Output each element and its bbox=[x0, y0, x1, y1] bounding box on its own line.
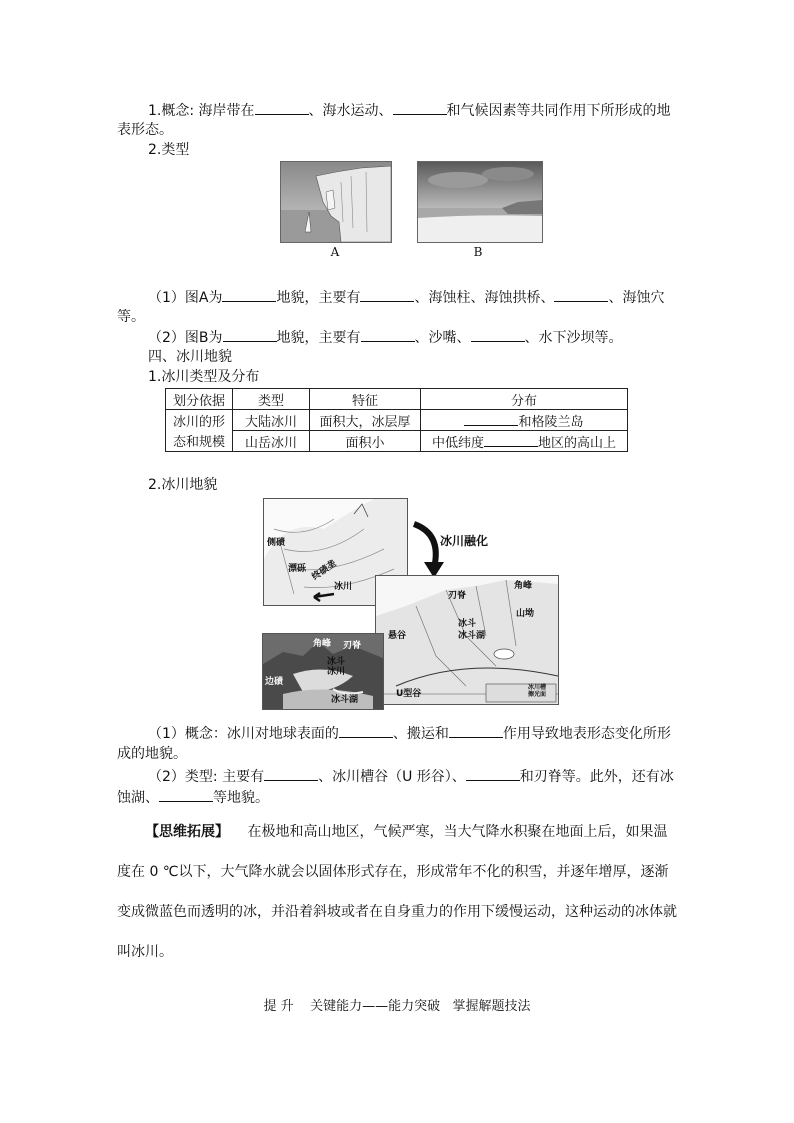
blank bbox=[361, 327, 415, 342]
coast-question-1-cont: 等。 bbox=[117, 309, 145, 325]
glacier-table bbox=[165, 388, 628, 452]
glacier-question-2: （2）类型: 主要有 、冰川槽谷（U 形谷）、 和刃脊等。此外，还有冰 bbox=[148, 766, 674, 787]
glacier-photo bbox=[262, 633, 384, 710]
photo-label-cirque-lake: 冰斗湖 bbox=[331, 695, 359, 705]
table-header-row bbox=[166, 389, 628, 410]
blank bbox=[471, 327, 525, 342]
blank bbox=[222, 287, 276, 302]
photo-label-glacier: 冰川 bbox=[327, 667, 346, 677]
blank bbox=[255, 100, 309, 115]
photo-a-sea-cliff bbox=[280, 161, 392, 243]
blank bbox=[159, 787, 213, 802]
label-lateral-moraine: 侧碛 bbox=[267, 538, 286, 548]
header-cell: 划分依据 bbox=[166, 389, 233, 410]
extension-text: 在极地和高山地区，气候严寒，当大气降水积聚在地面上后，如果温度在 0 ℃以下，大气降水就会以固体形式存在，形成常年不化的积雪，并逐年增厚，逐渐变成微蓝色而透明的冰，并沿着斜坡或者在自身重力的作用下缓慢运动，这种运动的冰体就叫冰川。 bbox=[117, 824, 677, 960]
blank bbox=[223, 327, 277, 342]
glacier-question-2-cont: 蚀湖、 等地貌。 bbox=[117, 787, 269, 808]
blank bbox=[484, 432, 538, 447]
photo-label-horn: 角峰 bbox=[313, 639, 332, 649]
distribution-cell: 中低纬度 地区的高山上 bbox=[421, 431, 628, 452]
melt-arrow-icon bbox=[408, 520, 448, 580]
type-cell: 大陆冰川 bbox=[233, 410, 310, 431]
table-row bbox=[166, 431, 628, 452]
photo-label-moraine: 边碛 bbox=[265, 677, 284, 687]
label-drift: 漂砾 bbox=[288, 564, 307, 574]
extension-paragraph bbox=[117, 812, 677, 972]
blank bbox=[554, 287, 608, 302]
label-horn: 角峰 bbox=[514, 581, 533, 591]
melt-label: 冰川融化 bbox=[440, 534, 489, 548]
label-cirque-lake: 冰斗湖 bbox=[458, 631, 486, 641]
concept-line-2: 表形态。 bbox=[117, 122, 173, 138]
feature-cell: 面积大，冰层厚 bbox=[310, 410, 421, 431]
coast-question-1: （1）图A为 地貌，主要有 、海蚀柱、海蚀拱桥、 、海蚀穴 bbox=[148, 287, 664, 308]
type-heading: 2.类型 bbox=[148, 142, 190, 158]
blank bbox=[360, 287, 414, 302]
photo-label-arete: 刃脊 bbox=[343, 641, 362, 651]
blank bbox=[264, 766, 318, 781]
blank bbox=[466, 766, 520, 781]
header-cell: 类型 bbox=[233, 389, 310, 410]
header-cell: 特征 bbox=[310, 389, 421, 410]
label-inset: 冰川槽 擦光面 bbox=[528, 684, 547, 698]
section-title: 四、冰川地貌 bbox=[148, 349, 232, 365]
feature-cell: 面积小 bbox=[310, 431, 421, 452]
photo-b-caption: B bbox=[473, 245, 483, 259]
label-u-valley: U型谷 bbox=[396, 689, 422, 699]
photo-b-beach bbox=[417, 161, 543, 243]
label-cirque: 冰斗 bbox=[458, 619, 477, 629]
label-end-moraine: 终碛垄 bbox=[310, 558, 339, 583]
blank bbox=[393, 100, 447, 115]
label-glacier: 冰川 bbox=[334, 582, 353, 592]
concept-line-1: 1.概念: 海岸带在 、海水运动、 和气候因素等共同作用下所形成的地 bbox=[148, 100, 671, 121]
label-mountain-wall: 山坳 bbox=[516, 609, 535, 619]
photo-label-cirque: 冰斗 bbox=[327, 657, 346, 667]
label-arete: 刃脊 bbox=[448, 591, 467, 601]
blank bbox=[449, 723, 503, 738]
coast-question-2: （2）图B为 地貌，主要有 、沙嘴、 、水下沙坝等。 bbox=[148, 327, 623, 348]
header-cell: 分布 bbox=[421, 389, 628, 410]
section-footer-heading: 提 升 关键能力——能力突破 掌握解题技法 bbox=[263, 999, 531, 1014]
glacier-sketch-right bbox=[375, 575, 559, 705]
table-row bbox=[166, 410, 628, 431]
landform-heading: 2.冰川地貌 bbox=[148, 477, 218, 493]
label-hanging-valley: 悬谷 bbox=[388, 631, 407, 641]
glacier-types-heading: 1.冰川类型及分布 bbox=[148, 369, 260, 385]
glacier-question-1-cont: 成的地貌。 bbox=[117, 746, 187, 762]
distribution-cell: 和格陵兰岛 bbox=[421, 410, 628, 431]
type-cell: 山岳冰川 bbox=[233, 431, 310, 452]
blank bbox=[339, 723, 393, 738]
basis-cell: 态和规模 bbox=[166, 431, 233, 452]
basis-cell: 冰川的形 bbox=[166, 410, 233, 431]
blank bbox=[464, 411, 518, 426]
extension-label: 【思维拓展】 bbox=[145, 824, 229, 840]
photo-a-caption: A bbox=[330, 245, 340, 259]
glacier-question-1: （1）概念：冰川对地球表面的 、搬运和 作用导致地表形态变化所形 bbox=[148, 723, 671, 744]
